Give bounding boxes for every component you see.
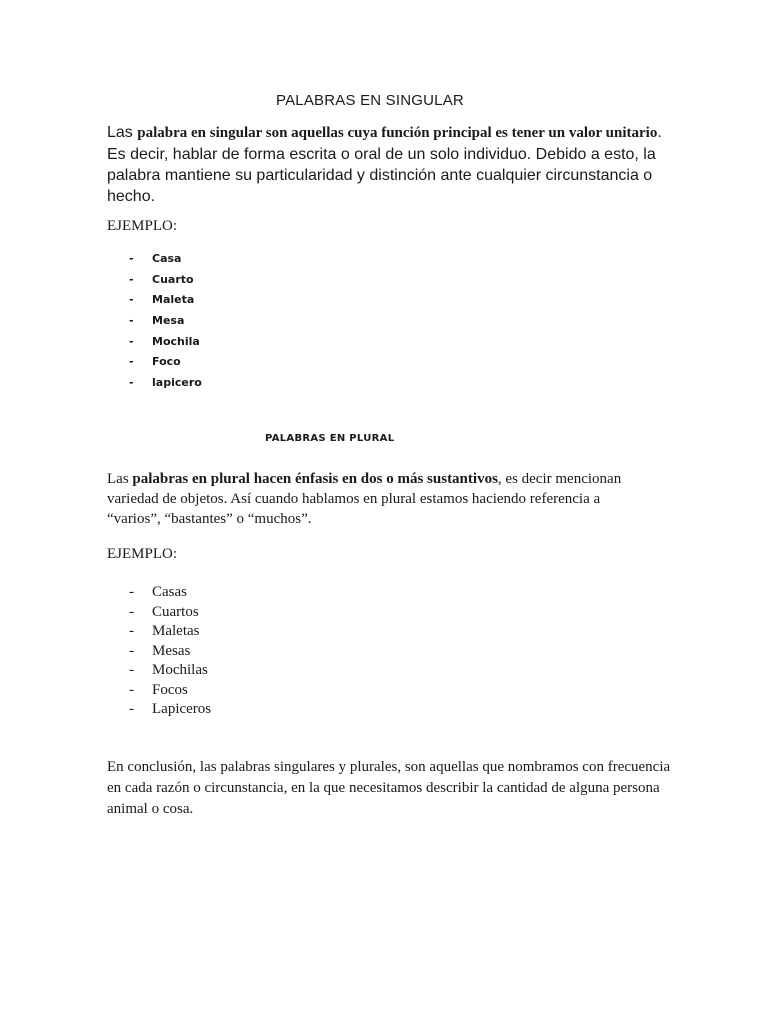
paragraph-rest: . Es decir, hablar de forma escrita o oral de un solo individuo. Debido a esto, la palabra mantiene su particularidad y distinción ante cualquier circunstancia o hecho. <box>107 124 662 205</box>
list-item <box>129 661 211 681</box>
bullet-dash: - <box>129 314 134 328</box>
list-item <box>129 681 211 701</box>
bullet-dash: - <box>129 272 134 286</box>
list-item-text: Mesa <box>152 314 185 328</box>
bullet-dash: - <box>129 355 134 369</box>
example-label-plural: EJEMPLO: <box>107 546 178 562</box>
paragraph-lead: Las <box>107 471 133 487</box>
list-item-text: Casa <box>152 252 182 265</box>
list-item-text: Casas <box>152 584 187 600</box>
list-item <box>129 583 211 603</box>
conclusion-paragraph: En conclusión, las palabras singulares y plurales, son aquellas que nombramos con frecuencia en cada razón o circunstancia, en la que necesitamos describir la cantidad de alguna persona animal o cosa. <box>107 759 671 817</box>
bullet-dash: - <box>129 681 134 698</box>
list-item-text: Cuartos <box>152 603 199 620</box>
list-item <box>129 249 202 270</box>
list-item <box>129 290 202 311</box>
bullet-dash: - <box>129 701 134 717</box>
list-item-text: Maletas <box>152 623 200 639</box>
list-item <box>129 311 202 332</box>
list-item-text: Lapiceros <box>152 701 212 717</box>
list-item-text: Foco <box>152 355 181 369</box>
example-label-singular: EJEMPLO: <box>107 218 178 234</box>
list-item <box>129 352 202 373</box>
plural-word-list <box>129 583 211 720</box>
bullet-dash: - <box>129 376 134 390</box>
list-item <box>129 700 211 720</box>
bullet-dash: - <box>129 252 134 265</box>
paragraph-lead: Las <box>107 124 138 141</box>
paragraph-rest: , es decir mencionan variedad de objetos. Así cuando hablamos en plural estamos haciendo referencia a “varios”, “bastantes” o “muchos”. <box>107 471 622 527</box>
bullet-dash: - <box>129 603 134 620</box>
list-item <box>129 332 202 353</box>
section-title-plural: PALABRAS EN PLURAL <box>265 433 395 444</box>
list-item-text: Maleta <box>152 293 195 307</box>
list-item-text: lapicero <box>152 376 202 390</box>
bullet-dash: - <box>129 584 134 600</box>
list-item-text: Mochila <box>152 334 200 348</box>
list-item <box>129 603 211 623</box>
bullet-dash: - <box>129 642 134 659</box>
paragraph-singular <box>107 122 667 207</box>
bullet-dash: - <box>129 662 134 678</box>
bullet-dash: - <box>129 334 134 348</box>
bullet-dash: - <box>129 623 134 639</box>
list-item <box>129 622 211 642</box>
bullet-dash: - <box>129 293 134 307</box>
list-item <box>129 270 202 291</box>
list-item-text: Focos <box>152 681 188 698</box>
list-item-text: Mesas <box>152 642 191 659</box>
list-item <box>129 642 211 662</box>
list-item-text: Mochilas <box>152 662 208 678</box>
section-title-singular: PALABRAS EN SINGULAR <box>276 92 464 109</box>
list-item <box>129 373 202 394</box>
paragraph-plural <box>107 469 647 529</box>
list-item-text: Cuarto <box>152 272 194 286</box>
paragraph-bold-definition: palabras en plural hacen énfasis en dos o más sustantivos <box>132 471 498 487</box>
singular-word-list <box>129 249 202 394</box>
paragraph-bold-definition: palabra en singular son aquellas cuya función principal es tener un valor unitario <box>137 125 658 141</box>
